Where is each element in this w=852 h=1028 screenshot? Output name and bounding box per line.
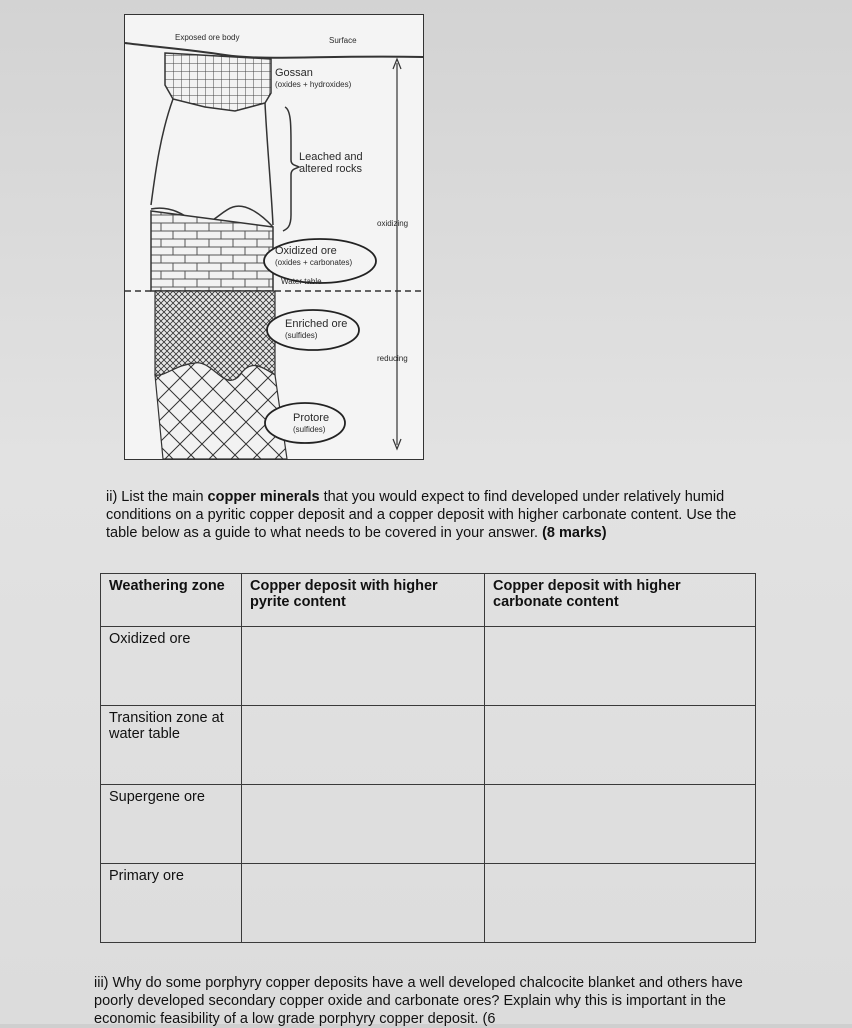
answer-cell[interactable] (485, 706, 756, 785)
question-ii-bold-1: copper minerals (207, 489, 320, 505)
exposed-ore-body-label: Exposed ore body (175, 33, 240, 42)
answer-cell[interactable] (485, 785, 756, 864)
question-ii (106, 488, 746, 542)
header-pyrite: Copper deposit with higher pyrite content (242, 574, 485, 627)
reducing-label: reducing (377, 354, 408, 363)
answer-cell[interactable] (485, 627, 756, 706)
oxidized-ore-label: Oxidized ore (275, 245, 337, 257)
answer-cell[interactable] (242, 785, 485, 864)
table-header-row (101, 574, 756, 627)
table-row (101, 706, 756, 785)
gossan-note: (oxides + hydroxides) (275, 80, 352, 89)
header-weathering-zone: Weathering zone (101, 574, 242, 627)
row-label-supergene: Supergene ore (101, 785, 242, 864)
answer-cell[interactable] (242, 627, 485, 706)
row-label-primary: Primary ore (101, 864, 242, 943)
gossan-label: Gossan (275, 67, 313, 79)
oxidizing-label: oxidizing (377, 219, 409, 228)
answer-cell[interactable] (242, 706, 485, 785)
diagram-drawing (125, 15, 423, 459)
enriched-ore-label: Enriched ore (285, 318, 348, 330)
row-label-oxidized: Oxidized ore (101, 627, 242, 706)
surface-label: Surface (329, 36, 357, 45)
table-row (101, 785, 756, 864)
answer-table (100, 573, 756, 943)
water-table-label: Water table (281, 277, 322, 286)
question-ii-text-1: ii) List the main (106, 489, 208, 505)
header-carbonate: Copper deposit with higher carbonate content (485, 574, 756, 627)
answer-cell[interactable] (485, 864, 756, 943)
enriched-ore-note: (sulfides) (285, 331, 318, 340)
leached-label-2: altered rocks (299, 163, 362, 175)
table-row (101, 864, 756, 943)
table-row (101, 627, 756, 706)
protore-label: Protore (293, 412, 330, 424)
question-ii-marks: (8 marks) (542, 525, 607, 541)
row-label-transition: Transition zone at water table (101, 706, 242, 785)
oxidized-ore-note: (oxides + carbonates) (275, 258, 353, 267)
answer-cell[interactable] (242, 864, 485, 943)
leached-label: Leached and (299, 151, 363, 163)
protore-note: (sulfides) (293, 425, 326, 434)
question-iii: iii) Why do some porphyry copper deposits have a well developed chalcocite blanket and others have poorly developed secondary copper oxide and carbonate ores? Explain why this is important in the economic feasibility of a low grade porphyry copper deposit. (6 (94, 975, 743, 1027)
question-ii-text-2: that you would expect to find developed under relatively humid conditions on a pyritic copper deposit and a copper deposit with higher carbonate content. Use the table below as a guide to what needs to be covered in your answer. (106, 489, 737, 541)
ore-deposit-diagram (124, 14, 424, 460)
